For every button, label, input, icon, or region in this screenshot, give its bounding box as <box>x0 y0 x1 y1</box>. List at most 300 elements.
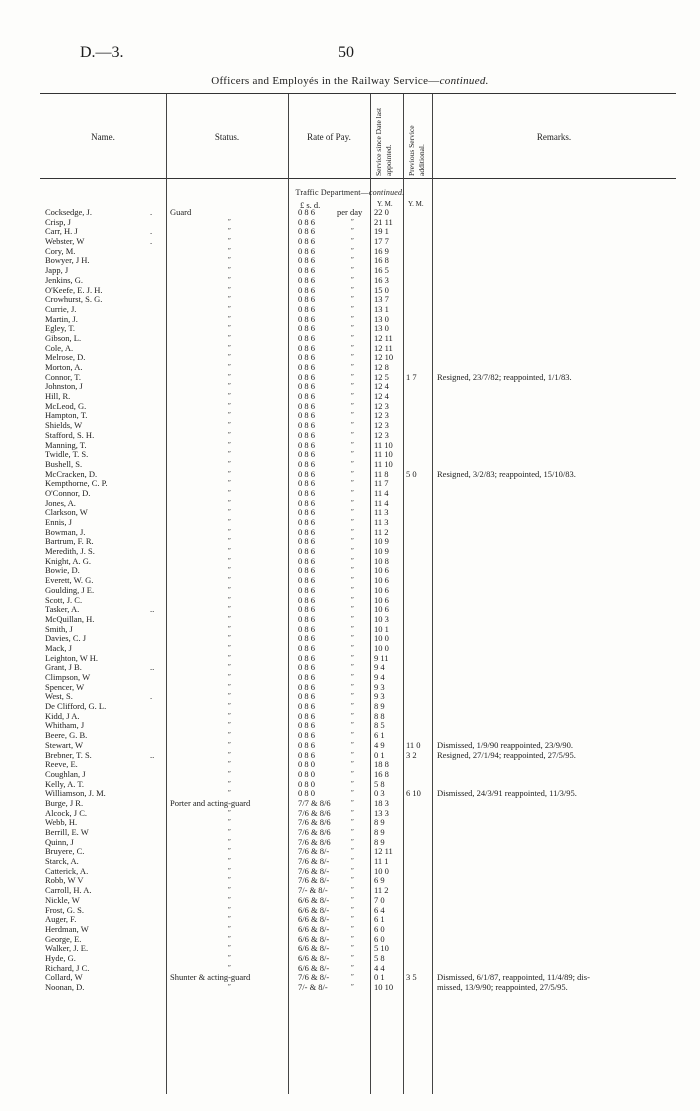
pay-period-cell: ″ <box>351 430 354 439</box>
service-cell: 10 3 <box>374 613 389 624</box>
pay-period-cell: ″ <box>351 566 354 575</box>
table-row <box>0 809 700 819</box>
pay-period-cell: ″ <box>351 798 354 807</box>
pay-period-cell: ″ <box>351 459 354 468</box>
table-row <box>0 218 700 228</box>
status-cell: ″ <box>228 576 231 585</box>
table-row <box>0 876 700 886</box>
status-cell: ″ <box>228 266 231 275</box>
remarks-cell: Resigned, 27/1/94; reappointed, 27/5/95. <box>437 749 576 760</box>
name-cell: Richard, J C. <box>45 962 90 973</box>
pay-cell: 0 8 6 <box>298 274 315 285</box>
pay-period-cell: ″ <box>351 392 354 401</box>
pay-period-cell: ″ <box>351 847 354 856</box>
status-cell: ″ <box>228 566 231 575</box>
table-row <box>0 857 700 867</box>
status-cell: ″ <box>228 983 231 991</box>
pay-cell: 0 8 6 <box>298 294 315 305</box>
name-cell: Clarkson, W <box>45 507 88 518</box>
leader-mark: .. <box>150 604 155 615</box>
remarks-cell: Dismissed, 6/1/87, reappointed, 11/4/89; dis- <box>437 972 590 983</box>
pay-cell: 0 8 6 <box>298 662 315 673</box>
pay-cell: 7/6 & 8/- <box>298 865 330 876</box>
name-cell: Morton, A. <box>45 362 83 372</box>
service-cell: 22 0 <box>374 207 389 217</box>
pay-cell: 0 8 6 <box>298 546 315 557</box>
service-cell: 16 9 <box>374 245 389 256</box>
table-row <box>0 382 700 392</box>
table-row <box>0 935 700 945</box>
service-cell: 12 3 <box>374 410 389 421</box>
pay-cell: 0 8 6 <box>298 584 315 595</box>
status-cell: ″ <box>228 924 231 933</box>
service-cell: 8 8 <box>374 710 385 721</box>
pay-period-cell: ″ <box>351 401 354 410</box>
service-cell: 6 0 <box>374 933 385 944</box>
service-cell: 9 4 <box>374 672 385 682</box>
table-row <box>0 683 700 693</box>
name-cell: Bushell, S. <box>45 458 83 469</box>
name-cell: Japp, J <box>45 265 69 276</box>
status-cell: ″ <box>228 295 231 304</box>
service-cell: 10 9 <box>374 546 389 557</box>
service-cell: 11 3 <box>374 507 389 518</box>
status-cell: ″ <box>228 343 231 352</box>
pay-cell: 0 8 0 <box>298 788 315 799</box>
pay-cell: 0 8 6 <box>298 245 315 256</box>
pay-period-cell: ″ <box>351 953 354 962</box>
table-row <box>0 537 700 547</box>
pay-period-cell: ″ <box>351 343 354 352</box>
service-cell: 13 3 <box>374 807 389 818</box>
table-row <box>0 402 700 412</box>
table-row <box>0 363 700 373</box>
pay-cell: 0 8 6 <box>298 352 315 363</box>
table-row <box>0 499 700 509</box>
table-row <box>0 799 700 809</box>
pay-period-cell: ″ <box>351 673 354 681</box>
table-row <box>0 286 700 296</box>
status-cell: ″ <box>228 808 231 817</box>
name-cell: Bowyer, J H. <box>45 255 90 266</box>
table-row <box>0 353 700 363</box>
name-cell: Connor, T. <box>45 371 81 382</box>
service-cell: 16 5 <box>374 265 389 276</box>
pay-cell: 6/6 & 8/- <box>298 962 330 973</box>
service-cell: 5 8 <box>374 952 385 963</box>
service-cell: 8 5 <box>374 720 385 731</box>
pay-cell: 0 8 6 <box>298 410 315 421</box>
name-cell: Everett, W. G. <box>45 575 94 586</box>
pay-cell: 0 8 6 <box>298 701 315 712</box>
pay-period-cell: ″ <box>351 634 354 643</box>
status-cell: ″ <box>228 508 231 517</box>
table-row <box>0 266 700 276</box>
table-row <box>0 576 700 586</box>
service-cell: 11 2 <box>374 885 389 896</box>
service-cell: 11 1 <box>374 856 389 867</box>
service-cell: 8 9 <box>374 817 385 828</box>
pay-cell: 7/6 & 8/6 <box>298 827 331 837</box>
table-row <box>0 867 700 877</box>
service-cell: 11 10 <box>374 458 393 469</box>
pay-cell: 0 8 6 <box>298 642 315 653</box>
status-cell: ″ <box>228 595 231 604</box>
service-cell: 8 9 <box>374 836 385 847</box>
name-cell: Ennis, J <box>45 517 72 527</box>
status-cell: ″ <box>228 585 231 594</box>
pay-period-cell: ″ <box>351 614 354 623</box>
remarks-cell: Resigned, 3/2/83; reappointed, 15/10/83. <box>437 468 576 479</box>
status-cell: ″ <box>228 624 231 633</box>
table-row <box>0 983 700 993</box>
pay-cell: 6/6 & 8/- <box>298 952 330 963</box>
name-cell: Knight, A. G. <box>45 555 92 566</box>
name-cell: Johnston, J <box>45 381 83 392</box>
table-row <box>0 334 700 344</box>
name-cell: Shields, W <box>45 420 83 431</box>
pay-period-cell: ″ <box>351 663 354 672</box>
name-cell: Currie, J. <box>45 303 77 314</box>
service-cell: 12 8 <box>374 362 389 372</box>
pay-cell: 0 8 6 <box>298 323 315 334</box>
service-cell: 13 7 <box>374 294 389 305</box>
table-row <box>0 315 700 325</box>
service-cell: 6 1 <box>374 730 385 741</box>
table-row <box>0 237 700 247</box>
table-row <box>0 528 700 538</box>
name-cell: George, E. <box>45 933 82 944</box>
table-row <box>0 770 700 780</box>
service-cell: 11 10 <box>374 439 393 450</box>
pay-cell: 7/6 & 8/6 <box>298 807 331 818</box>
pay-period-cell: ″ <box>351 779 354 788</box>
pay-cell: 0 8 6 <box>298 633 315 644</box>
table-row <box>0 508 700 518</box>
service-cell: 6 9 <box>374 875 385 886</box>
pay-period-cell: ″ <box>351 227 354 236</box>
section-continued: continued. <box>368 188 405 197</box>
leader-mark: .. <box>150 749 155 760</box>
table-row <box>0 838 700 848</box>
page-number: 50 <box>338 44 354 61</box>
service-cell: 12 3 <box>374 420 389 431</box>
status-cell: ″ <box>228 421 231 430</box>
pay-cell: 0 8 6 <box>298 342 315 353</box>
name-cell: Frost, G. S. <box>45 904 84 915</box>
pay-cell: 0 8 6 <box>298 236 315 247</box>
service-cell: 12 5 <box>374 371 389 382</box>
name-cell: Berrill, E. W <box>45 827 89 837</box>
table-row <box>0 479 700 489</box>
service-cell: 10 6 <box>374 604 389 615</box>
status-cell: ″ <box>228 392 231 401</box>
table-row <box>0 324 700 334</box>
status-cell: Shunter & acting-guard <box>170 972 251 983</box>
table-row <box>0 818 700 828</box>
service-cell: 8 9 <box>374 827 385 837</box>
service-cell: 10 6 <box>374 565 389 576</box>
pay-period-cell: ″ <box>351 653 354 662</box>
pay-cell: 0 8 6 <box>298 284 315 295</box>
pay-period-cell: ″ <box>351 944 354 953</box>
name-cell: Hill, R. <box>45 391 71 402</box>
pay-cell: 0 8 6 <box>298 604 315 615</box>
name-cell: Spencer, W <box>45 681 85 692</box>
pay-cell: 6/6 & 8/- <box>298 894 330 905</box>
table-row <box>0 208 700 218</box>
pay-period-cell: ″ <box>351 740 354 749</box>
pay-period-cell: ″ <box>351 857 354 866</box>
name-cell: Gibson, L. <box>45 332 82 343</box>
name-cell: Bartrum, F. R. <box>45 536 94 547</box>
status-cell: ″ <box>228 740 231 749</box>
pay-period-cell: ″ <box>351 876 354 885</box>
name-cell: Melrose, D. <box>45 352 86 363</box>
service-cell: 12 10 <box>374 352 394 363</box>
table-row <box>0 964 700 974</box>
pay-period-cell: ″ <box>351 275 354 284</box>
service-cell: 10 0 <box>374 633 389 644</box>
section-text: Traffic Department— <box>295 188 369 197</box>
status-cell: ″ <box>228 760 231 769</box>
name-cell: Herdman, W <box>45 923 89 934</box>
table-row <box>0 460 700 470</box>
table-row <box>0 663 700 673</box>
pay-period-cell: ″ <box>351 469 354 478</box>
table-row <box>0 596 700 606</box>
header-status: Status. <box>214 132 240 142</box>
table-row <box>0 925 700 935</box>
name-cell: Quinn, J <box>45 836 74 847</box>
pay-cell: 0 8 6 <box>298 594 315 605</box>
pay-period-cell: ″ <box>351 527 354 536</box>
pay-cell: 0 8 6 <box>298 623 315 634</box>
pay-period-cell: ″ <box>351 585 354 594</box>
status-cell: ″ <box>228 498 231 507</box>
service-cell: 16 3 <box>374 274 389 285</box>
service-cell: 12 3 <box>374 400 389 411</box>
status-cell: ″ <box>228 837 231 846</box>
status-cell: ″ <box>228 673 231 681</box>
pay-cell: 0 8 6 <box>298 216 315 227</box>
pay-period-cell: ″ <box>351 237 354 246</box>
name-cell: O'Connor, D. <box>45 487 91 498</box>
name-cell: Auger, F. <box>45 914 77 925</box>
name-cell: Kelly, A. T. <box>45 778 85 789</box>
pay-period-cell: ″ <box>351 963 354 972</box>
table-row <box>0 247 700 257</box>
pay-cell: 0 8 6 <box>298 371 315 382</box>
table-row <box>0 605 700 615</box>
service-cell: 10 6 <box>374 594 389 605</box>
table-row <box>0 634 700 644</box>
section-title <box>0 188 700 197</box>
pay-cell: 0 8 6 <box>298 555 315 566</box>
pay-cell: 0 8 6 <box>298 449 315 460</box>
status-cell: ″ <box>228 721 231 730</box>
status-cell: ″ <box>228 314 231 323</box>
pay-cell: 0 8 6 <box>298 391 315 402</box>
pay-period-cell: ″ <box>351 382 354 391</box>
name-cell: Bruyere, C. <box>45 846 85 857</box>
status-cell: ″ <box>228 382 231 391</box>
pay-period-cell: ″ <box>351 479 354 488</box>
pay-period-cell: ″ <box>351 973 354 982</box>
name-cell: Robb, W V <box>45 875 84 886</box>
pay-period-cell: ″ <box>351 537 354 546</box>
name-cell: Hyde, G. <box>45 952 76 963</box>
name-cell: Kidd, J A. <box>45 710 80 721</box>
name-cell: Hampton, T. <box>45 410 88 421</box>
name-cell: Mack, J <box>45 642 72 653</box>
status-cell: ″ <box>228 275 231 284</box>
pay-period-cell: ″ <box>351 711 354 720</box>
status-cell: ″ <box>228 692 231 701</box>
status-cell: ″ <box>228 256 231 265</box>
service-cell: 10 6 <box>374 584 389 595</box>
status-cell: ″ <box>228 537 231 546</box>
table-row <box>0 344 700 354</box>
pay-period-cell: ″ <box>351 905 354 914</box>
table-row <box>0 954 700 964</box>
table-row <box>0 721 700 731</box>
table-row <box>0 741 700 751</box>
status-cell: ″ <box>228 905 231 914</box>
pay-period-cell: ″ <box>351 789 354 798</box>
table-row <box>0 450 700 460</box>
status-cell: ″ <box>228 682 231 691</box>
page-id: D.—3. <box>80 44 124 61</box>
table-row <box>0 547 700 557</box>
pay-cell: 7/6 & 8/6 <box>298 836 331 847</box>
table-top-rule <box>40 93 676 94</box>
pay-period-cell: ″ <box>351 363 354 371</box>
pay-period-cell: ″ <box>351 488 354 497</box>
remarks-cell: Resigned, 23/7/82; reappointed, 1/1/83. <box>437 371 572 382</box>
unit-previous: Y. M. <box>408 200 424 208</box>
pay-cell: 0 8 6 <box>298 207 315 217</box>
service-cell: 11 7 <box>374 478 389 489</box>
status-cell: ″ <box>228 934 231 943</box>
service-cell: 0 1 <box>374 972 385 983</box>
pay-cell: 0 8 6 <box>298 468 315 479</box>
pay-cell: 0 8 6 <box>298 613 315 624</box>
table-row <box>0 566 700 576</box>
table-row <box>0 886 700 896</box>
table-row <box>0 421 700 431</box>
service-cell: 10 10 <box>374 982 394 992</box>
pay-period-cell: ″ <box>351 547 354 556</box>
status-cell: ″ <box>228 915 231 924</box>
pay-cell: 0 8 6 <box>298 681 315 692</box>
status-cell: ″ <box>228 411 231 420</box>
table-row <box>0 295 700 305</box>
pay-cell: 0 8 6 <box>298 458 315 469</box>
service-cell: 13 0 <box>374 313 389 324</box>
table-row <box>0 276 700 286</box>
status-cell: ″ <box>228 963 231 972</box>
header-bottom-rule <box>40 178 676 179</box>
service-cell: 10 0 <box>374 865 389 876</box>
pay-period-cell: ″ <box>351 924 354 933</box>
status-cell: ″ <box>228 459 231 468</box>
pay-period-cell: ″ <box>351 605 354 614</box>
pay-cell: 0 8 6 <box>298 400 315 411</box>
name-cell: Smith, J <box>45 623 73 634</box>
service-cell: 11 10 <box>374 449 393 460</box>
pay-cell: 0 8 6 <box>298 710 315 721</box>
table-row <box>0 441 700 451</box>
name-cell: Crowhurst, S. G. <box>45 294 103 305</box>
status-cell: ″ <box>228 237 231 246</box>
status-cell: ″ <box>228 217 231 226</box>
pay-period-cell: ″ <box>351 421 354 430</box>
status-cell: ″ <box>228 731 231 740</box>
status-cell: ″ <box>228 614 231 623</box>
table-body <box>0 208 700 993</box>
status-cell: ″ <box>228 818 231 827</box>
status-cell: ″ <box>228 789 231 798</box>
previous-cell: 3 2 <box>406 749 417 760</box>
status-cell: ″ <box>228 469 231 478</box>
status-cell: ″ <box>228 547 231 556</box>
name-cell: Tasker, A. <box>45 604 80 615</box>
pay-cell: 6/6 & 8/- <box>298 933 330 944</box>
name-cell: Brebner, T. S. <box>45 749 92 760</box>
leader-mark: . <box>150 226 153 237</box>
name-cell: Cole, A. <box>45 342 74 353</box>
name-cell: Burge, J R. <box>45 797 84 808</box>
name-cell: McCracken, D. <box>45 468 98 479</box>
status-cell: ″ <box>228 333 231 342</box>
pay-period-cell: ″ <box>351 333 354 342</box>
pay-cell: 7/6 & 8/6 <box>298 817 331 828</box>
name-cell: Stafford, S. H. <box>45 429 95 440</box>
table-row <box>0 644 700 654</box>
name-cell: Noonan, D. <box>45 982 85 992</box>
pay-cell: 0 8 6 <box>298 439 315 450</box>
service-cell: 16 8 <box>374 768 389 779</box>
status-cell: ″ <box>228 779 231 788</box>
service-cell: 11 8 <box>374 468 389 479</box>
pay-cell: 0 8 6 <box>298 575 315 586</box>
pay-cell: 7/- & 8/- <box>298 982 328 992</box>
service-cell: 10 0 <box>374 642 389 653</box>
pay-period-cell: ″ <box>351 508 354 517</box>
table-row <box>0 392 700 402</box>
pay-period-cell: ″ <box>351 324 354 333</box>
status-cell: ″ <box>228 653 231 662</box>
name-cell: Alcock, J C. <box>45 807 88 818</box>
pay-period-cell: ″ <box>351 518 354 526</box>
pay-period-cell: ″ <box>351 769 354 778</box>
status-cell: ″ <box>228 953 231 962</box>
pay-cell: 0 8 0 <box>298 778 315 789</box>
service-cell: 9 11 <box>374 652 389 663</box>
service-cell: 10 9 <box>374 536 389 547</box>
name-cell: Carr, H. J <box>45 226 78 237</box>
service-cell: 5 10 <box>374 943 389 954</box>
service-cell: 12 11 <box>374 846 393 857</box>
header-pay: Rate of Pay. <box>307 132 351 142</box>
service-cell: 10 6 <box>374 575 389 586</box>
previous-cell: 3 5 <box>406 972 417 983</box>
pay-cell: 0 8 6 <box>298 332 315 343</box>
pay-cell: 0 8 6 <box>298 226 315 237</box>
name-cell: Jones, A. <box>45 497 76 508</box>
pay-cell: 7/6 & 8/- <box>298 875 330 886</box>
